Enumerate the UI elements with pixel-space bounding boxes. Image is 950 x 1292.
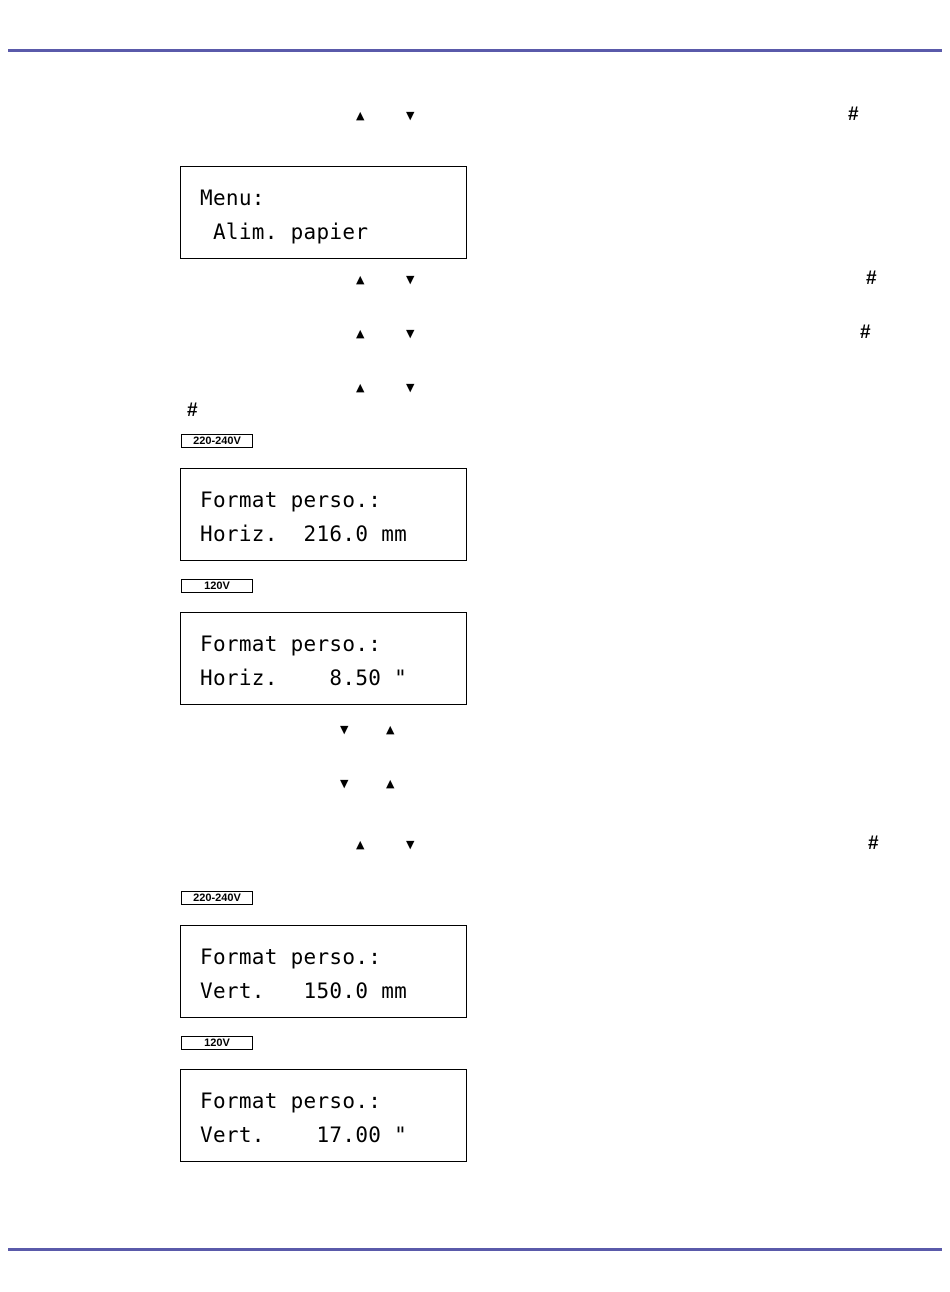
top-rule: [8, 49, 942, 52]
down-arrow-icon: ▼: [406, 381, 415, 394]
bottom-rule: [8, 1248, 942, 1251]
down-arrow-icon: ▼: [406, 838, 415, 851]
lcd-line-1: Format perso.:: [200, 1089, 382, 1113]
lcd-panel-menu: [180, 166, 467, 259]
up-arrow-icon: ▲: [356, 381, 365, 394]
lcd-panel-vert-in: [180, 1069, 467, 1162]
voltage-badge-eu: 220-240V: [181, 434, 253, 448]
down-arrow-icon: ▼: [340, 723, 349, 736]
hash-key-icon: #: [868, 833, 879, 854]
lcd-line-2: Horiz. 8.50 ": [200, 666, 408, 690]
lcd-line-2: Vert. 17.00 ": [200, 1123, 408, 1147]
lcd-line-2: Vert. 150.0 mm: [200, 979, 408, 1003]
down-arrow-icon: ▼: [406, 273, 415, 286]
lcd-line-2: Alim. papier: [200, 220, 369, 244]
hash-key-icon: #: [187, 400, 198, 421]
lcd-panel-horiz-mm: [180, 468, 467, 561]
down-arrow-icon: ▼: [340, 777, 349, 790]
lcd-line-1: Format perso.:: [200, 632, 382, 656]
voltage-badge-us: 120V: [181, 579, 253, 593]
lcd-panel-horiz-in: [180, 612, 467, 705]
down-arrow-icon: ▼: [406, 109, 415, 122]
hash-key-icon: #: [866, 268, 877, 289]
lcd-line-1: Format perso.:: [200, 945, 382, 969]
up-arrow-icon: ▲: [356, 838, 365, 851]
lcd-line-2: Horiz. 216.0 mm: [200, 522, 408, 546]
down-arrow-icon: ▼: [406, 327, 415, 340]
hash-key-icon: #: [848, 104, 859, 125]
up-arrow-icon: ▲: [386, 777, 395, 790]
up-arrow-icon: ▲: [356, 327, 365, 340]
lcd-line-1: Format perso.:: [200, 488, 382, 512]
up-arrow-icon: ▲: [356, 273, 365, 286]
voltage-badge-us: 120V: [181, 1036, 253, 1050]
lcd-line-1: Menu:: [200, 186, 265, 210]
lcd-panel-vert-mm: [180, 925, 467, 1018]
voltage-badge-eu: 220-240V: [181, 891, 253, 905]
up-arrow-icon: ▲: [386, 723, 395, 736]
up-arrow-icon: ▲: [356, 109, 365, 122]
hash-key-icon: #: [860, 322, 871, 343]
